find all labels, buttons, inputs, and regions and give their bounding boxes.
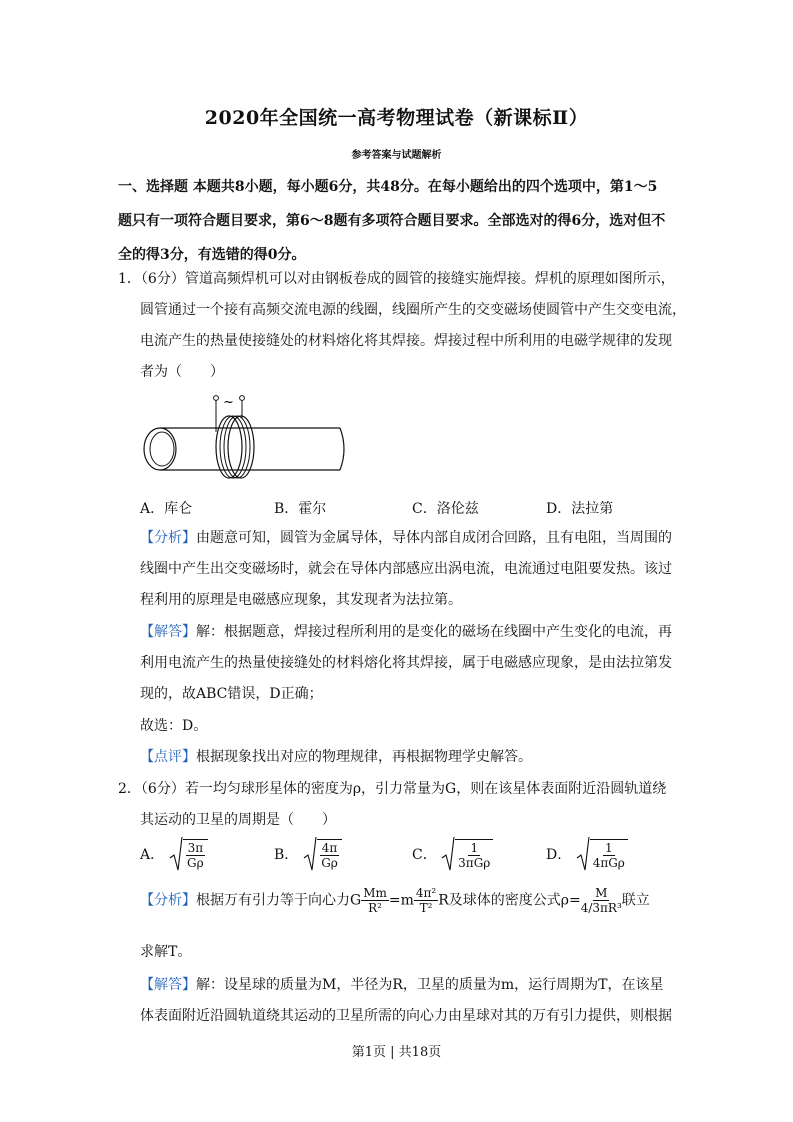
q2-option-d <box>546 836 628 874</box>
fraction-num: 1 <box>604 841 613 855</box>
fraction-den: R² <box>368 901 382 915</box>
ac-source-symbol: ~ <box>223 395 234 410</box>
q1-answer-line: 利用电流产生的热量使接缝处的材料熔化将其焊接，属于电磁感应现象，是由法拉第发 <box>140 655 672 671</box>
option-label: B． <box>274 847 299 863</box>
q2-analysis-text: R及球体的密度公式ρ= <box>438 892 581 909</box>
q2-analysis-text: 根据万有引力等于向心力G <box>196 892 362 909</box>
fraction-den: 4πGρ <box>592 856 625 870</box>
q2-answer-text: 解：设星球的质量为M，半径为R，卫星的质量为m，运行周期为T，在该星 <box>196 977 664 993</box>
option-label: A． <box>140 847 165 863</box>
q1-analysis-line: 程利用的原理是电磁感应现象，其发现者为法拉第。 <box>140 592 462 608</box>
fraction-num: Mm <box>363 886 387 900</box>
fraction-den: Gρ <box>187 856 204 870</box>
sqrt-icon <box>303 836 317 874</box>
q1-option-d: D．法拉第 <box>546 501 614 517</box>
q1-analysis-text: 由题意可知，圆管为金属导体，导体内部自成闭合回路，且有电阻，当周围的 <box>196 530 672 546</box>
comment-tag: 【点评】 <box>140 749 196 765</box>
section-heading <box>118 170 678 272</box>
fraction-num: M <box>595 886 608 900</box>
q1-stem-line: 电流产生的热量使接缝处的材料熔化将其焊接。焊接过程中所利用的电磁学规律的发现 <box>140 333 672 349</box>
page-title: 2020年全国统一高考物理试卷（新课标Ⅱ） <box>204 107 589 129</box>
q1-answer-line: 故选：D。 <box>140 718 208 734</box>
fraction-num: 3π <box>187 841 204 855</box>
q2-option-a <box>140 836 208 874</box>
q2-option-c <box>412 836 493 874</box>
q2-option-b <box>274 836 342 874</box>
answer-tag: 【解答】 <box>140 624 196 640</box>
q2-answer-line: 体表面附近沿圆轨道绕其运动的卫星所需的向心力由星球对其的万有引力提供，则根据 <box>140 1008 672 1024</box>
q1-answer-line <box>140 622 672 642</box>
q2-analysis-line: 求解T。 <box>140 944 192 960</box>
section-line: 全的得3分，有选错的得0分。 <box>118 247 306 263</box>
equals-text: =m <box>388 892 414 909</box>
radicand <box>183 839 209 871</box>
q1-option-b: B．霍尔 <box>274 501 327 517</box>
option-label: C． <box>412 847 437 863</box>
q2-answer-line <box>140 975 664 995</box>
fraction-num: 4π <box>321 841 338 855</box>
section-line: 题只有一项符合题目要求，第6～8题有多项符合题目要求。全部选对的得6分，选对但不 <box>118 213 666 229</box>
analysis-tag: 【分析】 <box>140 530 196 546</box>
option-label: D． <box>546 847 572 863</box>
radicand <box>590 839 628 871</box>
q1-option-c: C．洛伦兹 <box>412 501 479 517</box>
q1-comment-text: 根据现象找出对应的物理规律，再根据物理学史解答。 <box>196 749 532 765</box>
q1-analysis-line: 线圈中产生出交变磁场时，就会在导体内部感应出涡电流，电流通过电阻要发热。该过 <box>140 561 672 577</box>
analysis-tag: 【分析】 <box>140 892 196 909</box>
welding-figure <box>138 392 350 490</box>
q1-stem-line: 1．（6分）管道高频焊机可以对由钢板卷成的圆管的接缝实施焊接。焊机的原理如图所示， <box>118 271 675 287</box>
fraction <box>581 886 622 915</box>
fraction-den: 4/3πR³ <box>580 901 622 915</box>
fraction <box>361 886 389 915</box>
sqrt-icon <box>576 836 590 874</box>
q2-analysis-line <box>140 886 650 915</box>
q1-option-a: A．库仑 <box>140 501 193 517</box>
radicand <box>317 839 343 871</box>
page-footer: 第1页 | 共18页 <box>351 1045 442 1060</box>
subtitle: 参考答案与试题解析 <box>351 150 442 161</box>
fraction <box>414 886 438 915</box>
q2-analysis-text: 联立 <box>621 892 650 909</box>
fraction-den: Gρ <box>321 856 338 870</box>
section-line: 一、选择题 本题共8小题，每小题6分，共48分。在每小题给出的四个选项中，第1～5 <box>118 179 658 195</box>
q2-stem-line: 其运动的卫星的周期是（ ） <box>140 812 336 828</box>
fraction-num: 4π² <box>415 886 437 900</box>
fraction-num: 1 <box>470 841 479 855</box>
q1-answer-text: 解：根据题意，焊接过程所利用的是变化的磁场在线圈中产生变化的电流，再 <box>196 624 672 640</box>
q1-analysis-line <box>140 528 672 548</box>
answer-tag: 【解答】 <box>140 977 196 993</box>
q1-stem-line: 圆管通过一个接有高频交流电源的线圈，线圈所产生的交变磁场使圆管中产生交变电流， <box>140 302 686 318</box>
q2-stem-line: 2．（6分）若一均匀球形星体的密度为ρ，引力常量为G，则在该星体表面附近沿圆轨道绕 <box>118 781 667 797</box>
q1-comment-line <box>140 747 532 767</box>
q1-answer-line: 现的，故ABC错误，D正确； <box>140 686 323 702</box>
fraction-den: 3πGρ <box>458 856 491 870</box>
fraction-den: T² <box>419 901 433 915</box>
radicand <box>455 839 493 871</box>
sqrt-icon <box>169 836 183 874</box>
q1-stem-line: 者为（ ） <box>140 364 224 380</box>
sqrt-icon <box>441 836 455 874</box>
